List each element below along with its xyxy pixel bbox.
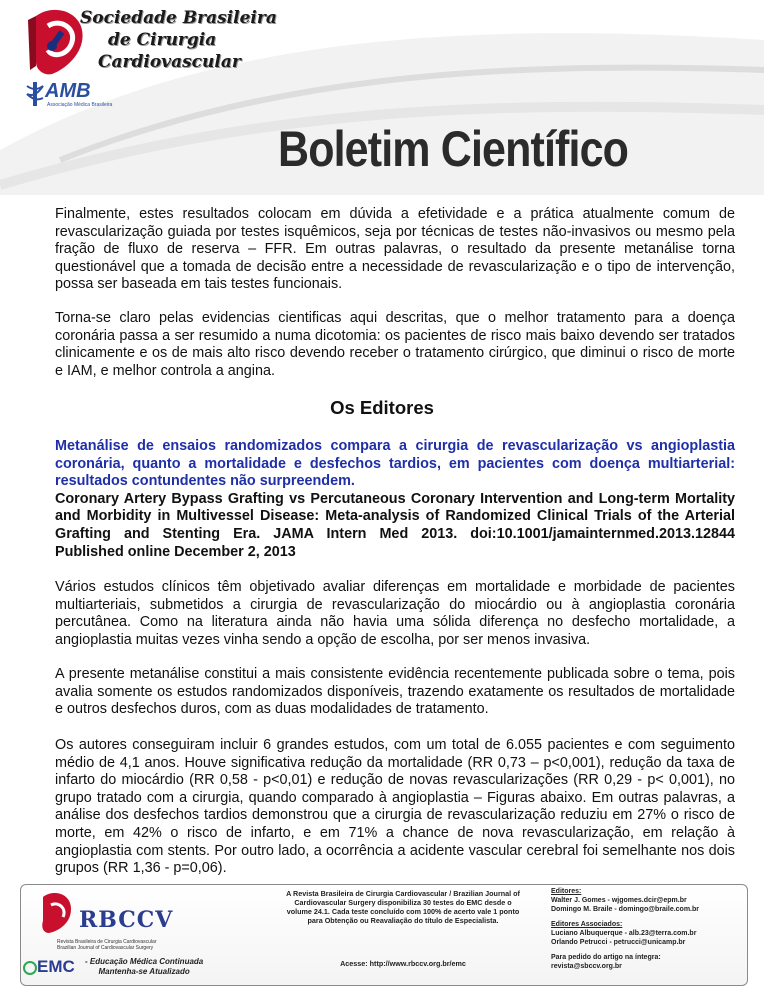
rbccv-heart-icon: [35, 891, 75, 935]
society-name-line-3: Cardiovascular: [98, 52, 241, 72]
emc-logo: [23, 957, 75, 977]
paragraph-1: Finalmente, estes resultados colocam em dúvida a efetividade e a prática atualmente comum de revascularização guiada por testes isquêmicos, seja por técnicas de testes não-invasivos ou mesmo pela fração de fluxo de reserva – FFR. Em outras palavras, o resultado da presente metanálise torna questionável que a tomada de decisão entre a necessidade de revascularização e o tipo de intervenção, possa ser baseada em tais testes funcionais.: [55, 206, 735, 293]
header: [0, 0, 764, 195]
paragraph-5: Os autores conseguiram incluir 6 grandes estudos, com um total de 6.055 pacientes e com seguimento médio de 4,1 anos. Houve significativa redução da mortalidade (RR 0,73 – p<0,001), redução da taxa de infarto do miocárdio (RR 0,58 - p<0,01) e redução de novas revascularizações (RR 0,29 - p< 0,001), no grupo tratado com a cirurgia, quando comparado à angioplastia – Figuras abaixo. Em outras palavras, a análise dos desfechos tardios demonstrou que a cirurgia de revascularização reduziu em 27% o risco de morte, em 42% o risco de infarto, e em 71% a chance de nova revascularização, em relação à angioplastia com stents. Por outro lado, a ocorrência a acidente vascular cerebral foi semelhante nos dois grupos (RR 1,36 - p=0,06).: [55, 737, 735, 877]
footer-editors: [551, 887, 746, 971]
editor-1: Walter J. Gomes - wjgomes.dcir@epm.br: [551, 897, 687, 904]
emc-swirl-icon: [23, 961, 37, 975]
associate-editor-1: Luciano Albuquerque - alb.23@terra.com.br: [551, 930, 697, 937]
caduceus-icon: [25, 80, 45, 108]
paragraph-4-block: [55, 666, 735, 719]
rbccv-subtitle-pt: Revista Brasileira de Cirurgia Cardiovascular: [57, 939, 157, 945]
amb-logo-text: AMB: [45, 80, 91, 102]
page-title: Boletim Científico: [278, 121, 629, 177]
associate-editor-2: Orlando Petrucci - petrucci@unicamp.br: [551, 939, 686, 946]
society-name-line-1: Sociedade Brasileira: [80, 8, 277, 28]
paragraph-1-block: [55, 206, 735, 294]
paragraph-5-block: [55, 737, 735, 878]
emc-tagline-line-2: Mantenha-se Atualizado: [98, 967, 190, 976]
editors-heading: Os Editores: [330, 397, 434, 418]
article-block: [55, 438, 735, 561]
request-email[interactable]: revista@sbccv.org.br: [551, 963, 622, 970]
footer-box: [20, 884, 748, 986]
emc-tagline: [85, 957, 203, 977]
paragraph-2-block: [55, 310, 735, 380]
paragraph-3-block: [55, 579, 735, 649]
emc-tagline-line-1: - Educação Médica Continuada: [85, 957, 204, 966]
amb-logo-subtitle: Associação Médica Brasileira: [47, 102, 113, 108]
editor-2: Domingo M. Braile - domingo@braile.com.br: [551, 906, 700, 913]
editors-label: Editores:: [551, 888, 582, 895]
amb-logo: [25, 80, 135, 110]
emc-logo-text: EMC: [37, 957, 75, 976]
paragraph-2: Torna-se claro pelas evidencias cientificas aqui descritas, que o melhor tratamento para a doença coronária passa a ser resumido a numa dicotomia: os pacientes de risco mais baixo devendo ser tratados clinicamente e os de mais alto risco devendo receber o tratamento cirúrgico, que diminui o risco de morte e IAM, e melhor controla a angina.: [55, 310, 735, 379]
article-headline: Metanálise de ensaios randomizados compara a cirurgia de revascularização vs angioplastia coronária, quanto a mortalidade e desfechos tardios, em pacientes com doença multiarterial: resultados contundentes não surpreendem.: [55, 438, 735, 490]
paragraph-3: Vários estudos clínicos têm objetivado avaliar diferenças em mortalidade e morbidade de pacientes multiarteriais, submetidos a cirurgia de revascularização do miocárdio ou à angioplastia coronária percutânea. Como na literatura ainda não havia uma sólida diferença no desfecho mortalidade, a angioplastia muitas vezes vinha sendo a opção de escolha, por ser menos invasiva.: [55, 579, 735, 648]
request-label: Para pedido do artigo na íntegra:: [551, 954, 661, 961]
paragraph-4: A presente metanálise constitui a mais consistente evidência recentemente publicada sobre o tema, pois avalia somente os estudos randomizados disponíveis, trazendo exatamente os resultados de mortalidade e outros desfechos duros, com as duas modalidades de tratamento.: [55, 666, 735, 718]
rbccv-subtitle-en: Brazilian Journal of Cardiovascular Surgery: [57, 945, 154, 951]
society-name-line-2: de Cirurgia: [108, 30, 217, 50]
footer-access-link[interactable]: Acesse: http://www.rbccv.org.br/emc: [340, 959, 466, 968]
rbccv-logo-subtitle: [57, 939, 156, 951]
rbccv-logo-text: RBCCV: [79, 907, 174, 933]
footer-emc-description: A Revista Brasileira de Cirurgia Cardiovascular / Brazilian Journal of Cardiovascular Surgery disponibiliza 30 testes do EMC desde o volume 24.1. Cada teste concluído com 100% de acerto vale 1 ponto para Obtenção ou Reavaliação do título de Especialista.: [286, 889, 520, 925]
associate-editors-label: Editores Associados:: [551, 921, 623, 928]
sbccv-logo: [22, 6, 277, 78]
rbccv-logo: [35, 891, 185, 951]
article-citation: Coronary Artery Bypass Grafting vs Percutaneous Coronary Intervention and Long-term Mortality and Morbidity in Multivessel Disease: Meta-analysis of Randomized Clinical Trials of the Arterial Grafting and Stenting Era. JAMA Intern Med 2013. doi:10.1001/jamainternmed.2013.12844 Published online December 2, 2013: [55, 490, 735, 560]
